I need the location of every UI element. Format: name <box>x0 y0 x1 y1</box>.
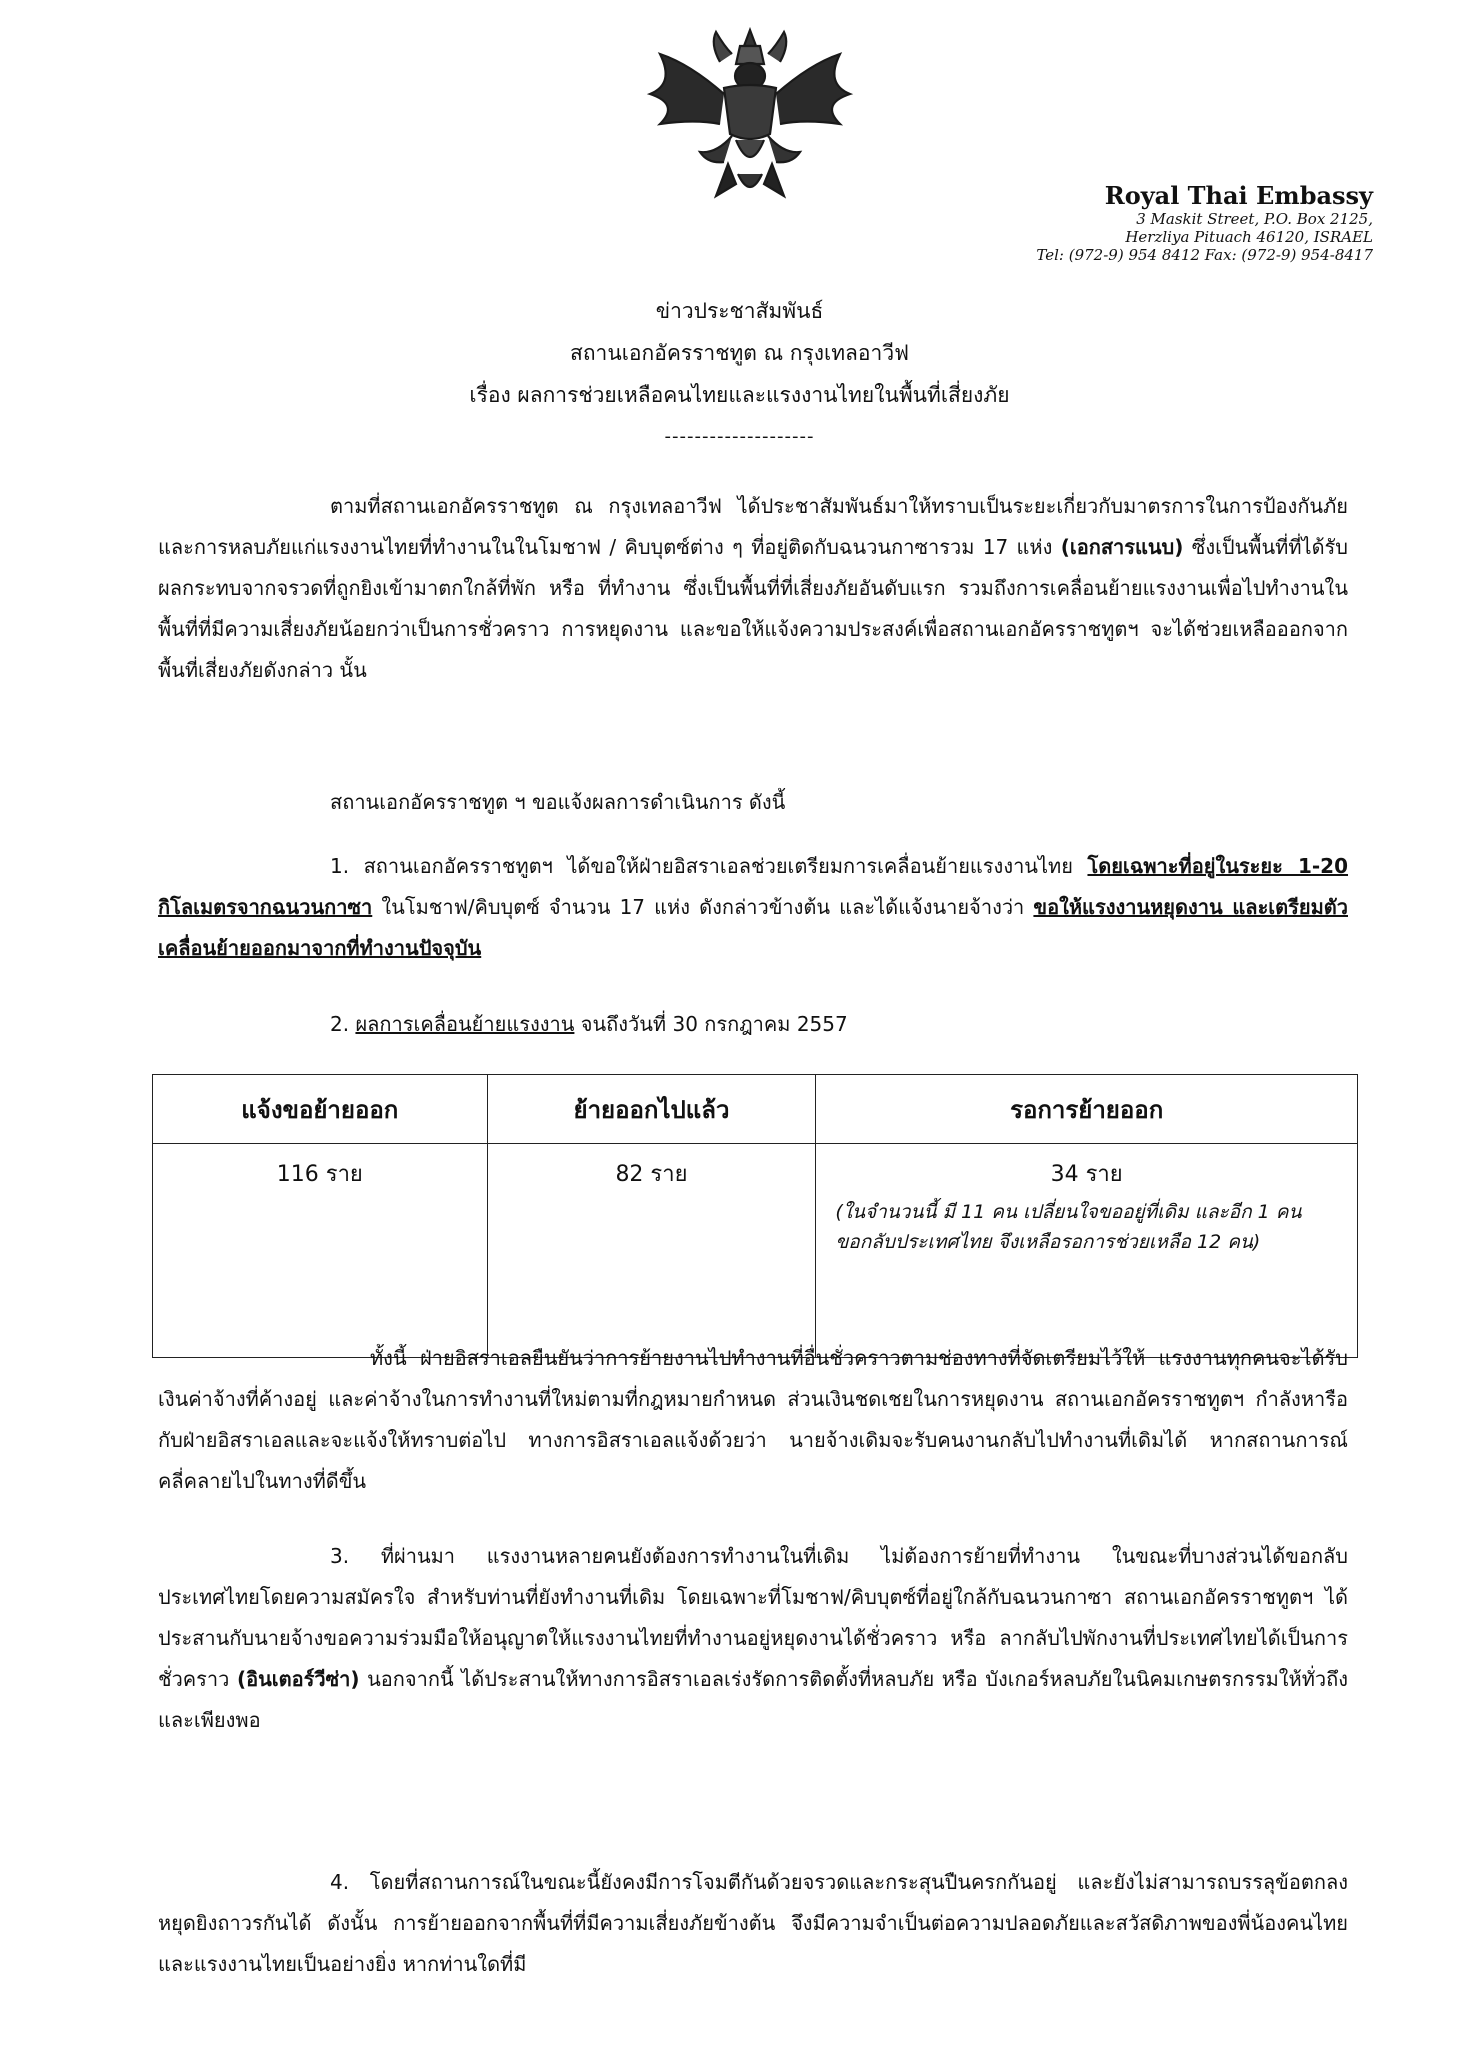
garuda-emblem-icon <box>620 24 880 204</box>
heading-separator: -------------------- <box>664 426 815 447</box>
cell-pending: 34 ราย (ในจำนวนนี้ มี 11 คน เปลี่ยนใจขออยู่ที่เดิม และอีก 1 คน ขอกลับประเทศไทย จึงเหลือรอการช่วยเหลือ 12 คน) <box>816 1144 1358 1358</box>
table-header-row <box>153 1075 1358 1144</box>
header-moved: ย้ายออกไปแล้ว <box>487 1075 816 1144</box>
item-1: 1. สถานเอกอัครราชทูตฯ ได้ขอให้ฝ่ายอิสราเอลช่วยเตรียมการเคลื่อนย้ายแรงงานไทย โดยเฉพาะที่อยู่ในระยะ 1-20 กิโลเมตรจากฉนวนกาซา ในโมชาฟ/คิบบุตซ์ จำนวน 17 แห่ง ดังกล่าวข้างต้น และได้แจ้งนายจ้างว่า ขอให้แรงงานหยุดงาน และเตรียมตัวเคลื่อนย้ายออกมาจากที่ทำงานปัจจุบัน <box>158 854 1349 960</box>
attachment-note: (เอกสารแนบ) <box>1060 535 1184 559</box>
heading-subject: เรื่อง ผลการช่วยเหลือคนไทยและแรงงานไทยในพื้นที่เสี่ยงภัย <box>469 383 1010 407</box>
intro-paragraph: ตามที่สถานเอกอัครราชทูต ณ กรุงเทลอาวีฟ ได้ประชาสัมพันธ์มาให้ทราบเป็นระยะเกี่ยวกับมาตรการในการป้องกันภัยและการหลบภัยแก่แรงงานไทยที่ทำงานในในโมชาฟ / คิบบุตซ์ต่าง ๆ ที่อยู่ติดกับฉนวนกาซารวม 17 แห่ง (เอกสารแนบ) ซึ่งเป็นพื้นที่ที่ได้รับผลกระทบจากจรวดที่ถูกยิงเข้ามาตกใกล้ที่พัก หรือ ที่ทำงาน ซึ่งเป็นพื้นที่ที่เสี่ยงภัยอันดับแรก รวมถึงการเคลื่อนย้ายแรงงานเพื่อไปทำงานในพื้นที่ที่มีความเสี่ยงภัยน้อยกว่าเป็นการชั่วคราว การหยุดงาน และขอให้แจ้งความประสงค์เพื่อสถานเอกอัครราชทูตฯ จะได้ช่วยเหลือออกจากพื้นที่เสี่ยงภัยดังกล่าว นั้น <box>158 494 1348 682</box>
table-row <box>153 1144 1358 1358</box>
item-2: 2. ผลการเคลื่อนย้ายแรงงาน จนถึงวันที่ 30 กรกฎาคม 2557 <box>330 1012 848 1036</box>
inter-visa-note: (อินเตอร์วีซ่า) <box>236 1667 360 1691</box>
assurance-paragraph: ทั้งนี้ ฝ่ายอิสราเอลยืนยันว่าการย้ายงานไปทำงานที่อื่นชั่วคราวตามช่องทางที่จัดเตรียมไว้ให้ แรงงานทุกคนจะได้รับเงินค่าจ้างที่ค้างอยู่ และค่าจ้างในการทำงานที่ใหม่ตามที่กฎหมายกำหนด ส่วนเงินชดเชยในการหยุดงาน สถานเอกอัครราชทูตฯ กำลังหารือกับฝ่ายอิสราเอลและจะแจ้งให้ทราบต่อไป ทางการอิสราเอลแจ้งด้วยว่า นายจ้างเดิมจะรับคนงานกลับไปทำงานที่เดิมได้ หากสถานการณ์คลี่คลายไปในทางที่ดีขึ้น <box>158 1346 1348 1493</box>
letterhead <box>893 182 1373 264</box>
address-line-1: 3 Maskit Street, P.O. Box 2125, <box>1136 210 1373 228</box>
cell-moved: 82 ราย <box>487 1144 816 1358</box>
header-pending: รอการย้ายออก <box>816 1075 1358 1144</box>
item-1-instruction-emphasis: ขอให้แรงงานหยุดงาน และเตรียมตัวเคลื่อนย้ายออกมาจากที่ทำงานปัจจุบัน <box>158 895 1348 960</box>
item-1-distance-emphasis: โดยเฉพาะที่อยู่ในระยะ 1-20 กิโลเมตรจากฉนวนกาซา <box>158 854 1349 919</box>
cell-requested: 116 ราย <box>153 1144 488 1358</box>
heading-line-2: สถานเอกอัครราชทูต ณ กรุงเทลอาวีฟ <box>570 341 909 365</box>
item-3: 3. ที่ผ่านมา แรงงานหลายคนยังต้องการทำงานในที่เดิม ไม่ต้องการย้ายที่ทำงาน ในขณะที่บางส่วนได้ขอกลับประเทศไทยโดยความสมัครใจ สำหรับท่านที่ยังทำงานที่เดิม โดยเฉพาะที่โมชาฟ/คิบบุตซ์ที่อยู่ใกล้กับฉนวนกาซา สถานเอกอัครราชทูตฯ ได้ประสานกับนายจ้างขอความร่วมมือให้อนุญาตให้แรงงานไทยที่ทำงานอยู่หยุดงานได้ชั่วคราว หรือ ลากลับไปพักงานที่ประเทศไทยได้เป็นการชั่วคราว (อินเตอร์วีซ่า) นอกจากนี้ ได้ประสานให้ทางการอิสราเอลเร่งรัดการติดตั้งที่หลบภัย หรือ บังเกอร์หลบภัยในนิคมเกษตรกรรมให้ทั่วถึงและเพียงพอ <box>158 1544 1348 1732</box>
embassy-name: Royal Thai Embassy <box>1104 181 1373 210</box>
header-requested: แจ้งขอย้ายออก <box>153 1075 488 1144</box>
address-line-2: Herzliya Pituach 46120, ISRAEL <box>1125 228 1373 246</box>
heading-line-1: ข่าวประชาสัมพันธ์ <box>655 299 824 323</box>
item-4: 4. โดยที่สถานการณ์ในขณะนี้ยังคงมีการโจมตีกันด้วยจรวดและกระสุนปืนครกกันอยู่ และยังไม่สามารถบรรลุข้อตกลงหยุดยิงถาวรกันได้ ดังนั้น การย้ายออกจากพื้นที่ที่มีความเสี่ยงภัยข้างต้น จึงมีความจำเป็นต่อความปลอดภัยและสวัสดิภาพของพี่น้องคนไทยและแรงงานไทยเป็นอย่างยิ่ง หากท่านใดที่มี <box>158 1870 1348 1976</box>
announcement-line: สถานเอกอัครราชทูต ฯ ขอแจ้งผลการดำเนินการ ดังนี้ <box>330 790 786 814</box>
pending-note: (ในจำนวนนี้ มี 11 คน เปลี่ยนใจขออยู่ที่เดิม และอีก 1 คน ขอกลับประเทศไทย จึงเหลือรอการช่วยเหลือ 12 คน) <box>835 1201 1302 1253</box>
contact-line: Tel: (972-9) 954 8412 Fax: (972-9) 954-8417 <box>1036 246 1373 264</box>
item-2-heading: ผลการเคลื่อนย้ายแรงงาน <box>355 1012 575 1036</box>
relocation-results-table <box>152 1074 1358 1358</box>
press-release-heading <box>0 290 1479 458</box>
